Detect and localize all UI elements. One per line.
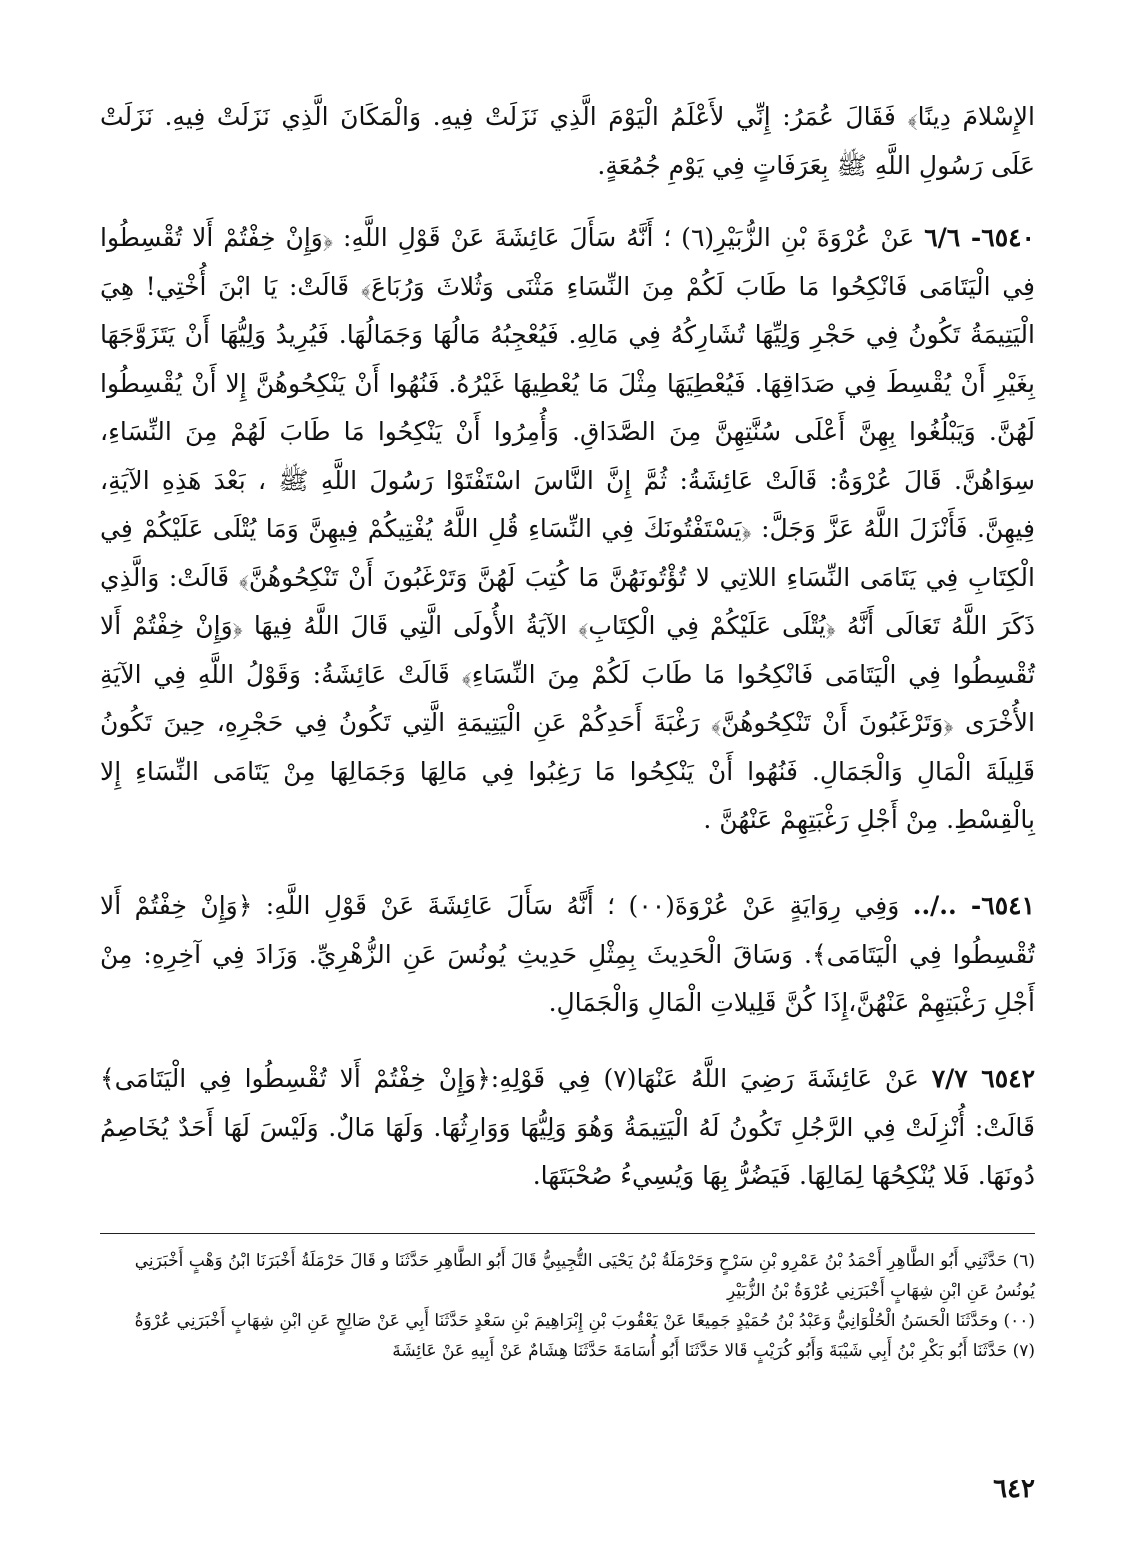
hadith-6541 [100,882,1035,1028]
footnote-00: (٠٠) وحَدَّثَنَا الْحَسَنُ الْحُلْوَانِيُّ وَعَبْدُ بْنُ حُمَيْدٍ جَمِيعًا عَنْ يَعْقُوبَ بْنِ إِبْرَاهِيمَ بْنِ سَعْدٍ حَدَّثَنَا أَبِي عَنْ صَالِحٍ عَنِ ابْنِ شِهَابٍ أَخْبَرَنِي عُرْوَةُ [134,1311,1035,1331]
hadith-6542 [100,1055,1035,1201]
hadith-number: ٦٥٤١- ../.. [912,891,1035,920]
footnote-7: (٧) حَدَّثَنَا أَبُو بَكْرِ بْنُ أَبِي شَيْبَةَ وَأَبُو كُرَيْبٍ قَالا حَدَّثَنَا أَبُو أُسَامَةَ حَدَّثَنَا هِشَامٌ عَنْ أَبِيهِ عَنْ عَائِشَةَ [392,1341,1035,1361]
paragraph-text: الإِسْلامَ دِينًا﴾ فَقَالَ عُمَرُ: إِنِّي لأَعْلَمُ الْيَوْمَ الَّذِي نَزَلَتْ فِيهِ. وَالْمَكَانَ الَّذِي نَزَلَتْ فِيهِ. نَزَلَتْ عَلَى رَسُولِ اللَّهِ ﷺ بِعَرَفَاتٍ فِي يَوْمِ جُمُعَةٍ. [100,102,1035,180]
footnotes [100,1246,1035,1366]
hadith-text: وَفِي رِوَايَةٍ عَنْ عُرْوَةَ(٠٠) ؛ أَنَّهُ سَأَلَ عَائِشَةَ عَنْ قَوْلِ اللَّهِ: ﴿وَإِنْ خِفْتُمْ أَلا تُقْسِطُوا فِي الْيَتَامَى﴾. وَسَاقَ الْحَدِيثَ بِمِثْلِ حَدِيثِ يُونُسَ عَنِ الزُّهْرِيِّ. وَزَادَ فِي آخِرِهِ: مِنْ أَجْلِ رَغْبَتِهِمْ عَنْهُنَّ،إِذَا كُنَّ قَلِيلاتِ الْمَالِ وَالْجَمَالِ. [100,891,1035,1017]
hadith-text: عَنْ عَائِشَةَ رَضِيَ اللَّهُ عَنْهَا(٧) فِي قَوْلِهِ:﴿وَإِنْ خِفْتُمْ أَلا تُقْسِطُوا فِي الْيَتَامَى﴾ قَالَتْ: أُنْزِلَتْ فِي الرَّجُلِ تَكُونُ لَهُ الْيَتِيمَةُ وَهُوَ وَلِيُّهَا وَوَارِثُهَا. وَلَهَا مَالٌ. وَلَيْسَ لَهَا أَحَدٌ يُخَاصِمُ دُونَهَا. فَلا يُنْكِحُهَا لِمَالِهَا. فَيَضُرُّ بِهَا وَيُسِيءُ صُحْبَتَهَا. [100,1064,1035,1190]
hadith-text: عَنْ عُرْوَةَ بْنِ الزُّبَيْرِ(٦) ؛ أَنَّهُ سَأَلَ عَائِشَةَ عَنْ قَوْلِ اللَّهِ: ﴿وَإِنْ خِفْتُمْ أَلا تُقْسِطُوا فِي الْيَتَامَى فَانْكِحُوا مَا طَابَ لَكُمْ مِنَ النِّسَاءِ مَثْنَى وَثُلاثَ وَرُبَاعَ﴾ قَالَتْ: يَا ابْنَ أُخْتِي! هِيَ الْيَتِيمَةُ تَكُونُ فِي حَجْرِ وَلِيِّهَا تُشَارِكُهُ فِي مَالِهِ. فَيُعْجِبُهُ مَالُهَا وَجَمَالُهَا. فَيُرِيدُ وَلِيُّهَا أَنْ يَتَزَوَّجَهَا بِغَيْرِ أَنْ يُقْسِطَ فِي صَدَاقِهَا. فَيُعْطِيَهَا مِثْلَ مَا يُعْطِيهَا غَيْرُهُ. فَنُهُوا أَنْ يَنْكِحُوهُنَّ إِلا أَنْ يُقْسِطُوا لَهُنَّ. وَيَبْلُغُوا بِهِنَّ أَعْلَى سُنَّتِهِنَّ مِنَ الصَّدَاقِ. وَأُمِرُوا أَنْ يَنْكِحُوا مَا طَابَ لَهُمْ مِنَ النِّسَاءِ، سِوَاهُنَّ. قَالَ عُرْوَةُ: قَالَتْ عَائِشَةُ: ثُمَّ إِنَّ النَّاسَ اسْتَفْتَوْا رَسُولَ اللَّهِ ﷺ ، بَعْدَ هَذِهِ الآيَةِ، فِيهِنَّ. فَأَنْزَلَ اللَّهُ عَزَّ وَجَلَّ: ﴿يَسْتَفْتُونَكَ فِي النِّسَاءِ قُلِ اللَّهُ يُفْتِيكُمْ فِيهِنَّ وَمَا يُتْلَى عَلَيْكُمْ فِي الْكِتَابِ فِي يَتَامَى النِّسَاءِ اللاتِي لا تُؤْتُونَهُنَّ مَا كُتِبَ لَهُنَّ وَتَرْغَبُونَ أَنْ تَنْكِحُوهُنَّ﴾ قَالَتْ: وَالَّذِي ذَكَرَ اللَّهُ تَعَالَى أَنَّهُ ﴿يُتْلَى عَلَيْكُمْ فِي الْكِتَابِ﴾ الآيَةُ الأُولَى الَّتِي قَالَ اللَّهُ فِيهَا ﴿وَإِنْ خِفْتُمْ أَلا تُقْسِطُوا فِي الْيَتَامَى فَانْكِحُوا مَا طَابَ لَكُمْ مِنَ النِّسَاءِ﴾ قَالَتْ عَائِشَةُ: وَقَوْلُ اللَّهِ فِي الآيَةِ الأُخْرَى ﴿وَتَرْغَبُونَ أَنْ تَنْكِحُوهُنَّ﴾ رَغْبَةَ أَحَدِكُمْ عَنِ الْيَتِيمَةِ الَّتِي تَكُونُ فِي حَجْرِهِ، حِينَ تَكُونُ قَلِيلَةَ الْمَالِ وَالْجَمَالِ. فَنُهُوا أَنْ يَنْكِحُوا مَا رَغِبُوا فِي مَالِهَا وَجَمَالِهَا مِنْ يَتَامَى النِّسَاءِ إِلا بِالْقِسْطِ. مِنْ أَجْلِ رَغْبَتِهِمْ عَنْهُنَّ . [100,223,1036,834]
hadith-number: ٦٥٤٠- ٦/٦ [924,223,1035,252]
footnote-separator [100,1233,1035,1234]
hadith-number: ٦٥٤٢ ٧/٧ [931,1064,1036,1093]
hadith-6540 [100,214,1035,845]
footnote-6: (٦) حَدَّثَنِي أَبُو الطَّاهِرِ أَحْمَدُ بْنُ عَمْرِو بْنِ سَرْحٍ وَحَرْمَلَةُ بْنُ يَحْيَى التُّجِيبِيُّ قَالَ أَبُو الطَّاهِرِ حَدَّثَنَا و قَالَ حَرْمَلَةُ أَخْبَرَنَا ابْنُ وَهْبٍ أَخْبَرَنِي يُونُسُ عَنِ ابْنِ شِهَابٍ أَخْبَرَنِي عُرْوَةُ بْنُ الزُّبَيْرِ [134,1251,1035,1301]
paragraph-continuation [100,93,1035,190]
page-number: ٦٤٢ [993,1474,1035,1504]
